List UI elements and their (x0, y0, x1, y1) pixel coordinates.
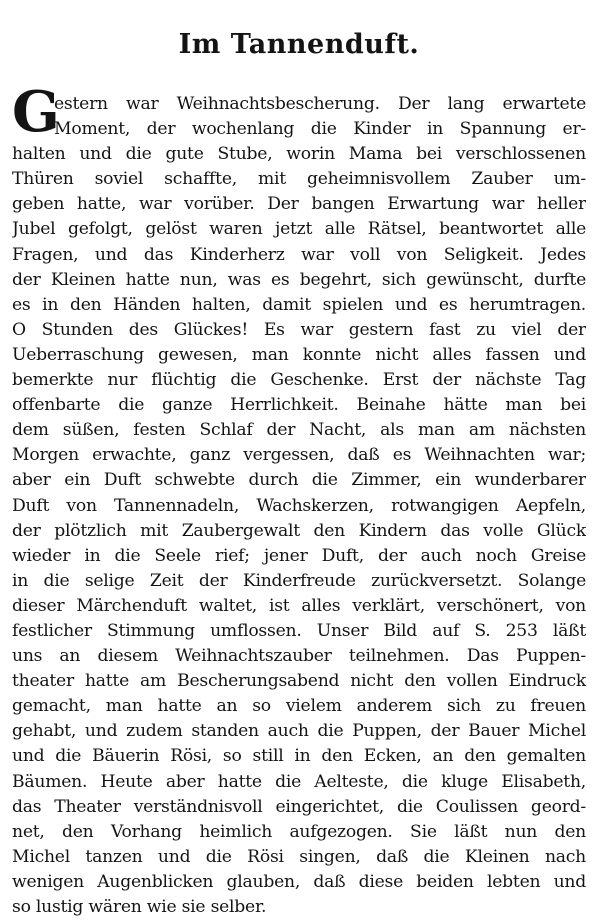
text-line: net, den Vorhang heimlich aufgezogen. Sie läßt nun den (12, 821, 586, 842)
text-line: bemerkte nur flüchtig die Geschenke. Erst der nächste Tag (12, 370, 586, 391)
text-line: der plötzlich mit Zaubergewalt den Kindern das volle Glück (12, 520, 586, 541)
text-line: dieser Märchenduft waltet, ist alles verklärt, verschönert, von (12, 595, 586, 616)
text-line: estern war Weihnachtsbescherung. Der lang erwartete (54, 94, 586, 114)
text-line: geben hatte, war vorüber. Der bangen Erwartung war heller (12, 194, 586, 215)
text-line: wenigen Augenblicken glauben, daß diese beiden lebten und (12, 871, 586, 892)
text-line: das Theater verständnisvoll eingerichtet, die Coulissen geord- (12, 796, 586, 817)
text-line: gemacht, man hatte an so vielem anderem sich zu freuen (12, 696, 586, 717)
text-line: aber ein Duft schwebte durch die Zimmer, ein wunderbarer (12, 470, 586, 491)
text-line: so lustig wären wie sie selber. (12, 897, 267, 917)
text-line: wieder in die Seele rief; jener Duft, der auch noch Greise (12, 545, 586, 566)
article-body (12, 79, 586, 920)
text-line: Jubel gefolgt, gelöst waren jetzt alle Rätsel, beantwortet alle (12, 219, 586, 240)
text-line: Thüren soviel schaffte, mit geheimnisvollem Zauber um- (12, 169, 586, 190)
text-line: Moment, der wochenlang die Kinder in Spannung er- (54, 119, 586, 140)
text-line: Bäumen. Heute aber hatte die Aelteste, die kluge Elisabeth, (12, 771, 586, 792)
text-line: der Kleinen hatte nun, was es begehrt, sich gewünscht, durfte (12, 269, 586, 290)
text-line: theater hatte am Bescherungsabend nicht den vollen Eindruck (12, 671, 586, 692)
drop-cap: G (12, 79, 60, 145)
article-title: Im Tannenduft. (178, 29, 420, 60)
text-line: und die Bäuerin Rösi, so still in den Ecken, an den gemalten (12, 746, 586, 767)
text-line: Duft von Tannennadeln, Wachskerzen, rotwangigen Aepfeln, (12, 495, 586, 516)
text-line: halten und die gute Stube, worin Mama bei verschlossenen (12, 144, 586, 165)
text-line: dem süßen, festen Schlaf der Nacht, als man am nächsten (12, 420, 586, 441)
text-line: offenbarte die ganze Herrlichkeit. Beinahe hätte man bei (12, 395, 586, 416)
text-line: Morgen erwachte, ganz vergessen, daß es Weihnachten war; (12, 445, 586, 466)
text-line: uns an diesem Weihnachtszauber teilnehmen. Das Puppen- (12, 646, 586, 667)
text-line: Michel tanzen und die Rösi singen, daß die Kleinen nach (12, 846, 586, 867)
text-line: O Stunden des Glückes! Es war gestern fast zu viel der (12, 319, 586, 340)
text-line: Fragen, und das Kinderherz war voll von Seligkeit. Jedes (12, 244, 586, 265)
text-line: gehabt, und zudem standen auch die Puppen, der Bauer Michel (12, 721, 586, 742)
text-line: in die selige Zeit der Kinderfreude zurückversetzt. Solange (12, 570, 586, 591)
text-line: Ueberraschung gewesen, man konnte nicht alles fassen und (12, 344, 586, 365)
text-line: es in den Händen halten, damit spielen und es herumtragen. (12, 294, 586, 315)
text-line: festlicher Stimmung umflossen. Unser Bild auf S. 253 läßt (12, 620, 586, 641)
